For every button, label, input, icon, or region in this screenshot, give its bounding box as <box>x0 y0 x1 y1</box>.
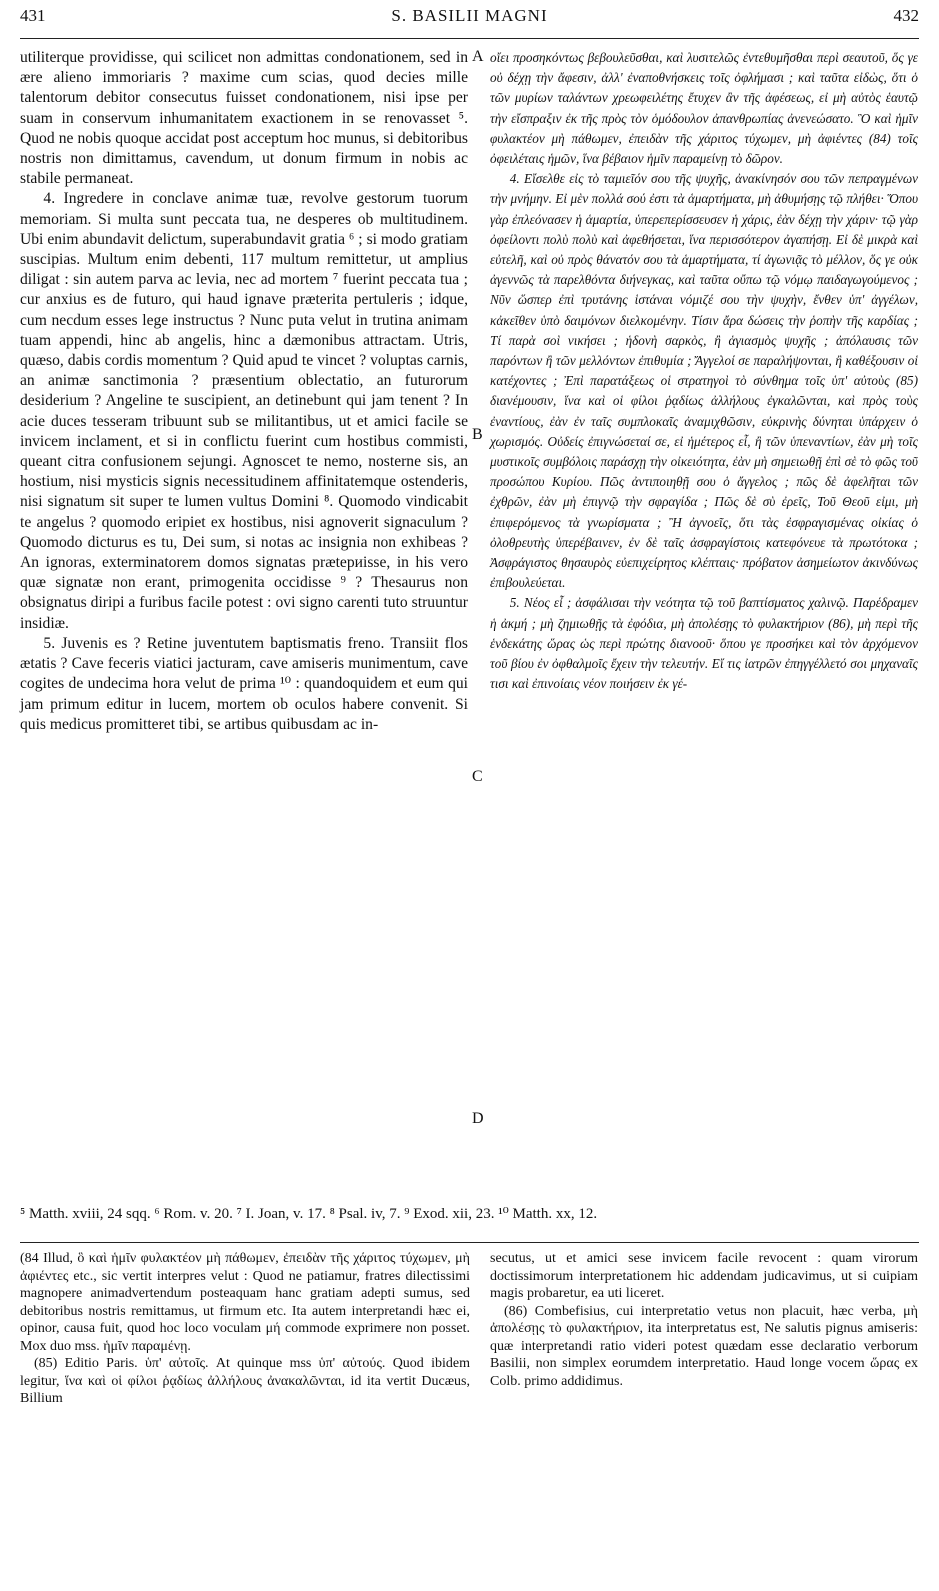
note-86: (86) Combefisius, cui interpretatio vetus non placuit, hæc verba, μὴ ἀπολέσῃς τὸ φυλακτήριον, ita interpretatus est, Ne salutis pignus amiseris: quæ interpretandi ratio videri potest quædam esse declaratio verborum Basilii, non simplex eorumdem interpretatio. Haud longe vocem ὥρας ex Colb. primo addidimus. <box>490 1303 918 1389</box>
latin-paragraph: utiliterque providisse, qui scilicet non admittas condonationem, sed in ære alieno immoriaris ? maxime cum scias, quod decies mille talentorum debitor consecutus fuisset condonationem, nisi ipse per suam in conservum inhumanitatem exactionem in se renovasset ⁵. Quod ne nobis quoque accidat post acceptum hoc munus, si debitoribus nostris non dimittamus, cavendum, ut donum firmum in nobis ac stabile permaneat. <box>20 49 468 188</box>
page-header <box>20 6 919 32</box>
running-title: S. BASILII MAGNI <box>391 6 548 25</box>
note-85-continued: secutus, ut et amici sese invicem facile revocent : quam virorum doctissimorum interpretationem hic addendam judicavimus, ut si cuipiam magis probaretur, ea uti liceret. <box>490 1251 918 1301</box>
greek-paragraph: 4. Εἴσελθε εἰς τὸ ταμιεῖόν σου τῆς ψυχῆς, ἀνακίνησόν σου τῶν πεπραγμένων τὴν μνήμην. Εἰ μὲν πολλά σού ἐστι τὰ ἁμαρτήματα, μὴ ἀθυμήσῃς τῷ πλήθει· Ὅπου γὰρ ἐπλεόνασεν ἡ ἁμαρτία, ὑπερεπερίσσευσεν ἡ χάρις, ἐὰν δέχῃ τὴν χάριν· τῷ γὰρ ὀφείλοντι πολὺ πολὺ καὶ ἀφεθήσεται, ἵνα περισσότερον ἀγαπήσῃ. Εἰ δὲ μικρὰ καὶ εὐτελῆ, καὶ οὐ πρὸς θάνατόν σου τὰ ἁμαρτήματα, τί ἀγωνιᾷς τὸ μέλλον, ὅς γε οὐκ ἀγεννῶς τὰ παρελθόντα διήνεγκας, καὶ ταῦτα οὔπω τῷ νόμῳ παιδαγωγούμενος ; Νῦν ὥσπερ ἐπὶ τρυτάνης ἱστάναι νόμιζέ σου τὴν ψυχὴν, ἔνθεν ὑπ' ἀγγέλων, κἀκεῖθεν ὑπὸ δαιμόνων διελκομένην. Τίσιν ἄρα δώσεις τὴν ῥοπὴν τῆς καρδίας ; Τί παρὰ σοὶ νικήσει ; ἡδονὴ σαρκὸς, ἢ ἁγιασμὸς ψυχῆς ; ἀπόλαυσις τῶν παρόντων ἢ τῶν μελλόντων ἐπιθυμία ; Ἄγγελοί σε παραλήψονται, ἢ καθέξουσιν οἱ κατέχοντες ; Ἐπὶ παρατάξεως οἱ στρατηγοὶ τὸ σύνθημα τοῖς ὑπ' αὐτοὺς (85) διανέμουσιν, ἵνα καὶ οἱ φίλοι ῥᾳδίως ἀλλήλους ἐγκαλῶνται, καὶ πρὸς τοὺς ἐναντίους, ἐὰν ἐν ταῖς συμπλοκαῖς ἀναμιχθῶσιν, εὐκρινὴς δύνηται ὑπάρχειν ὁ χωρισμός. Οὐδείς ἐπιγνώσεταί σε, εἰ ἡμέτερος εἶ, ἢ τῶν ὑπεναντίων, ἐὰν μὴ τοῖς μυστικοῖς συμβόλοις παράσχῃ τὴν οἰκειότητα, ἐὰν μὴ σημειωθῇ ἐπὶ σὲ τὸ φῶς τοῦ προσώπου Κυρίου. Πῶς ἀντιποιηθῇ σου ὁ ἄγγελος ; πῶς δὲ ἀφελῆται τῶν ἐχθρῶν, ἐὰν μὴ ἐπιγνῷ τὴν σφραγίδα ; Πῶς δὲ σὺ ἐρεῖς, Τοῦ Θεοῦ εἰμι, μὴ ἐπιφερόμενος τὰ γνωρίσματα ; Ἢ ἀγνοεῖς, ὅτι τὰς ἐσφραγισμένας οἰκίας ὁ ὀλοθρευτὴς ὑπερέβαινεν, ἐν δὲ ταῖς ἀσφραγίστοις κατεφόνευε τὰ πρωτότοκα ; Ἀσφράγιστος θησαυρὸς εὐεπιχείρητος κλέπταις· πρόβατον ἀσημείωτον ἀκινδύνως ἐπιβουλεύεται. <box>490 171 918 591</box>
greek-paragraph: 5. Νέος εἶ ; ἀσφάλισαι τὴν νεότητα τῷ τοῦ βαπτίσματος χαλινῷ. Παρέδραμεν ἡ ἀκμή ; μὴ ζημιωθῇς τὰ ἐφόδια, μὴ ἀπολέσῃς τὸ φυλακτήριον (86), μὴ περὶ τῆς ἑνδεκάτης ὥρας ὡς περὶ πρώτης διανοοῦ· ὅπου γε προσήκει καὶ τὸν ἀρχόμενον τοῦ βίου ἐν ὀφθαλμοῖς ἔχειν τὴν τελευτήν. Εἴ τις ἰατρῶν ἐπηγγέλλετό σοι μηχαναῖς τισι καὶ ἐπινοίαις νέον ποιήσειν ἐκ γέ- <box>490 595 918 692</box>
latin-paragraph: 4. Ingredere in conclave animæ tuæ, revolve gestorum tuorum memoriam. Si multa sunt peccata tua, ne desperes ob multitudinem. Ubi enim abundavit delictum, superabundavit gratia ⁶ ; si modo gratiam suscipias. Multum enim debenti, 117 multum remittetur, ut amplius diligat : sin autem parva ac levia, nec ad mortem ⁷ fuerint peccata tua ; cur anxius es de futuro, qui haud ignave præterita pertuleris ; idque, cum necdum esses lege instructus ? Nunc puta velut in trutina animam tuam appendi, hinc ab angelis, hinc a dæmonibus attractam. Utris, quæso, dabis cordis momentum ? Quid apud te vincet ? voluptas carnis, an animæ sanctimonia ? præsentium oblectatio, an futurorum desiderium ? Angeline te suscipient, an detinebunt qui jam tenent ? In acie duces tesseram tribuunt sub se militantibus, ut et amici facile se invicem inclament, et si in conflictu fuerint cum hostibus commisti, queant citra confusionem sejungi. Agnoscet te nemo, nosterne sis, an hostium, nisi mysticis signis necessitudinem affinitatemque ostenderis, nisi signatum sit super te lumen vultus Domini ⁸. Quomodo vindicabit te angelus ? quomodo eripiet ex hostibus, nisi agnoverit signaculum ? Quomodo dicturus es tu, Dei sum, si notas ac insignia non exhibeas ? An ignoras, exterminatorem domos signatas prætериisse, in his vero quæ signatæ non erant, primogenita occidisse ⁹ ? Thesaurus non obsignatus diripi a furibus facile potest : ovi signo carenti tuto struuntur insidiæ. <box>20 190 468 632</box>
latin-paragraph: 5. Juvenis es ? Retine juventutem baptismatis freno. Transiit flos ætatis ? Cave feceris viatici jacturam, cave amiseris munimentum, cave cogites de undecima hora velut de prima ¹⁰ : quandoquidem et eum qui jam primum editur in lucem, mortem ob oculos habere convenit. Si quis medicus promitteret tibi, se artibus quibusdam ac in- <box>20 634 468 733</box>
margin-marker-d: D <box>472 1110 484 1127</box>
footnotes: ⁵ Matth. xviii, 24 sqq. ⁶ Rom. v. 20. ⁷ I. Joan, v. 17. ⁸ Psal. iv, 7. ⁹ Exod. xii, 23. ¹⁰ Matth. xx, 12. <box>20 1206 598 1222</box>
margin-marker-b: B <box>472 426 483 443</box>
margin-marker-a: A <box>472 48 484 65</box>
greek-paragraph: οἴει προσηκόντως βεβουλεῦσθαι, καὶ λυσιτελῶς ἐντεθυμῆσθαι περὶ σεαυτοῦ, ὅς γε οὐ δέχῃ τὴν ἄφεσιν, ἀλλ' ἐναποθνήσκεις τοῖς ὀφλήμασι ; καὶ ταῦτα εἰδὼς, ὅτι ὁ τῶν μυρίων ταλάντων χρεωφειλέτης ἔτυχεν ἂν τῆς ἀφέσεως, εἰ μὴ αὐτὸς ἑαυτῷ τὴν εἴσπραξιν ἐκ τῆς πρὸς τὸν ὁμόδουλον ἀπανθρωπίας ἀνενεώσατο. Ὃ καὶ ἡμῖν φυλακτέον μὴ πάθωμεν, ἐπειδὰν τῆς χάριτος τύχωμεν, μὴ ἀφιέντες (84) τοῖς ὀφειλέταις ἡμῶν, ἵνα βέβαιον ἡμῖν παραμείνῃ τὸ δῶρον. <box>490 50 918 167</box>
notes-left-column <box>20 1250 470 1408</box>
notes-rule <box>20 1242 919 1243</box>
margin-marker-c: C <box>472 768 483 785</box>
notes-right-column <box>490 1250 918 1390</box>
latin-column <box>20 48 468 735</box>
header-rule <box>20 38 919 39</box>
note-85: (85) Editio Paris. ὑπ' αὐτοῖς. At quinque mss ὑπ' αὐτούς. Quod ibidem legitur, ἵνα καὶ οἱ φίλοι ῥᾳδίως ἀλλήλους ἀνακαλῶνται, id ita vertit Ducæus, Billium <box>20 1356 470 1406</box>
page-number-left: 431 <box>20 6 46 25</box>
note-84: (84 Illud, ὃ καὶ ἡμῖν φυλακτέον μὴ πάθωμεν, ἐπειδὰν τῆς χάριτος τύχωμεν, μὴ ἀφιέντες etc., sic vertit interpres velut : Quod ne patiamur, fratres dilectissimi magnopere animadvertendum posteaquam hanc gratiam adepti sumus, sed debitoribus nostris remittamus, ut firmum etc. Ita autem interpretandi hæc ei, opinor, causa fuit, quod hoc loco voculam μή commode exprimere non posset. Mox duo mss. ἡμῖν παραμένῃ. <box>20 1251 470 1354</box>
page-number-right: 432 <box>893 6 919 25</box>
greek-column <box>490 48 918 695</box>
